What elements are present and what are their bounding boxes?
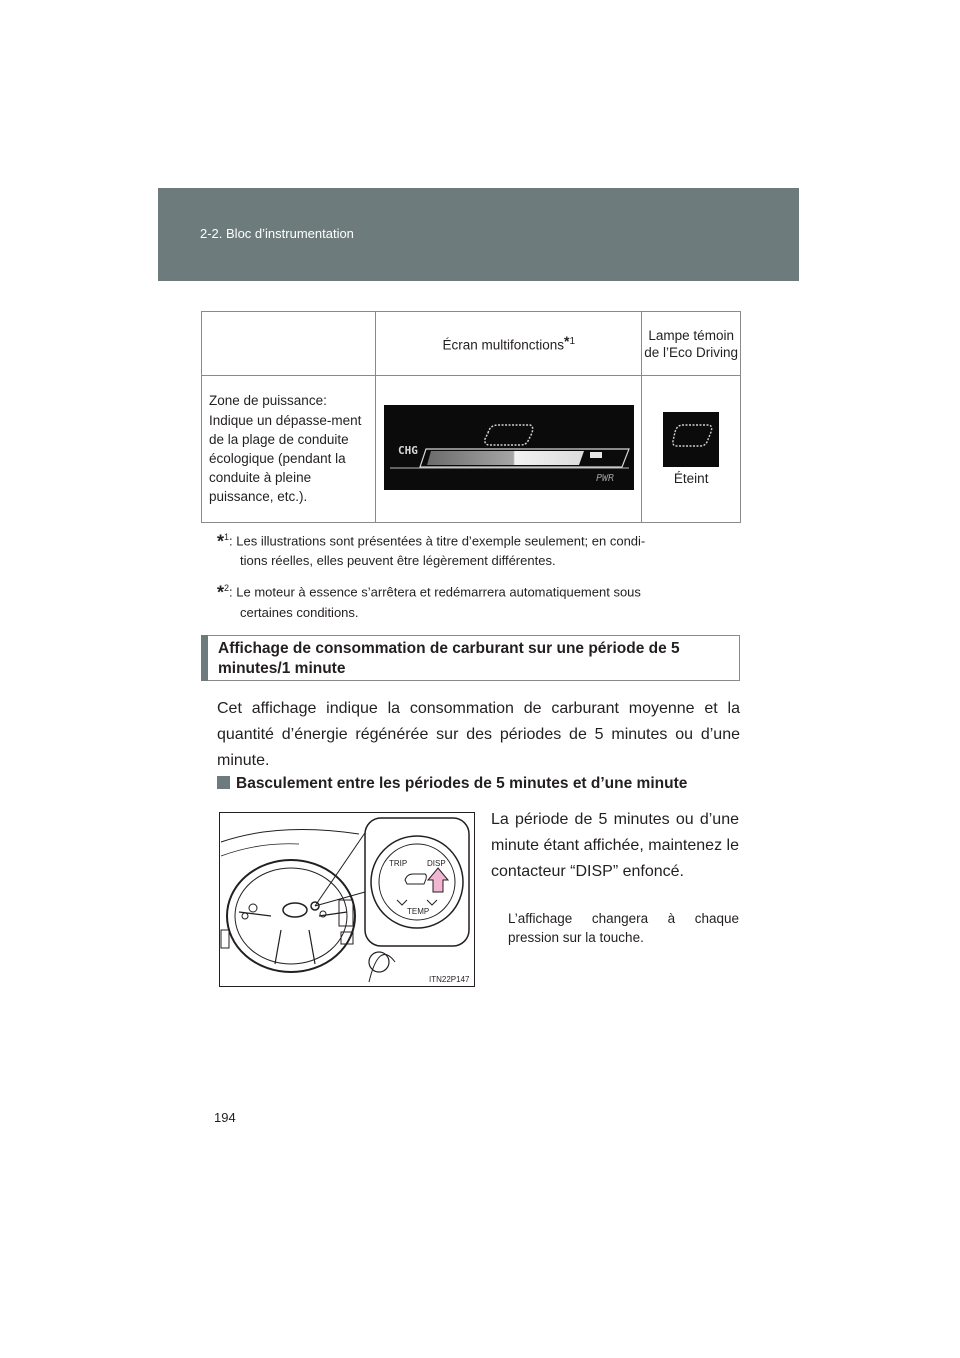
- steering-wheel-disp-switch-illustration: [219, 812, 475, 987]
- subsection-heading-text: Basculement entre les périodes de 5 minutes et d’une minute: [236, 775, 688, 792]
- table-header-row: [202, 312, 741, 376]
- section-title-box: [201, 635, 740, 681]
- indicator-table: [201, 311, 741, 523]
- display-cell: [376, 376, 642, 523]
- footnote-1-cont: tions réelles, elles peuvent être légèrement différentes.: [240, 553, 556, 569]
- eco-driving-lamp-icon: [663, 412, 719, 467]
- section-paragraph: Cet affichage indique la consommation de carburant moyenne et la quantité d’énergie régénérée sur des périodes de 5 minutes ou d’une minute.: [217, 700, 740, 769]
- instruction-text: La période de 5 minutes ou d’une minute étant affichée, maintenez le contacteur “DISP” enfoncé.: [491, 811, 739, 880]
- illustration-code: ITN22P147: [429, 975, 470, 984]
- temp-label: TEMP: [407, 907, 430, 916]
- disp-label: DISP: [427, 859, 446, 868]
- instruction-note: L’affichage changera à chaque pression sur la touche.: [508, 911, 739, 945]
- header-band: [158, 188, 799, 281]
- chg-label: CHG: [397, 444, 418, 457]
- table-header-display: Écran multifonctions$^{*1}$: [376, 312, 642, 376]
- table-header-eco-lamp: Lampe témoin de l’Eco Driving: [642, 312, 741, 376]
- square-bullet-icon: [217, 776, 230, 789]
- table-row: [202, 376, 741, 523]
- zone-description: Zone de puissance: Indique un dépasse-ment de la plage de conduite écologique (pendant la conduite à pleine puissance, etc.).: [202, 376, 376, 523]
- power-zone-display-image: [384, 405, 634, 490]
- section-title: Affichage de consommation de carburant sur une période de 5 minutes/1 minute: [218, 640, 680, 677]
- section-title-bar: [201, 635, 208, 681]
- table-header-display-label: Écran multifonctions: [442, 337, 565, 353]
- page-number: 194: [214, 1110, 236, 1125]
- footnote-1: *$^1$: Les illustrations sont présentées à titre d’exemple seulement; en condi- tions réelles, elles peuvent être légèrement différentes.: [217, 528, 741, 570]
- section-header: 2-2. Bloc d’instrumentation: [200, 226, 354, 241]
- pwr-label: PWR: [595, 473, 614, 484]
- footnote-1-text: : Les illustrations sont présentées à titre d’exemple seulement; en condi-: [229, 533, 646, 549]
- eco-lamp-cell: [642, 376, 741, 523]
- table-header-empty: [202, 312, 376, 376]
- footnotes: [217, 528, 741, 631]
- footnote-2-cont: certaines conditions.: [240, 604, 359, 620]
- trip-label: TRIP: [389, 859, 408, 868]
- subsection-heading: [217, 775, 687, 793]
- footnote-2: *$^2$: Le moteur à essence s’arrêtera et redémarrera automatiquement sous certaines conditions.: [217, 579, 741, 621]
- eco-lamp-state: Éteint: [673, 471, 709, 486]
- footnote-2-text: : Le moteur à essence s’arrêtera et redémarrera automatiquement sous: [229, 584, 641, 600]
